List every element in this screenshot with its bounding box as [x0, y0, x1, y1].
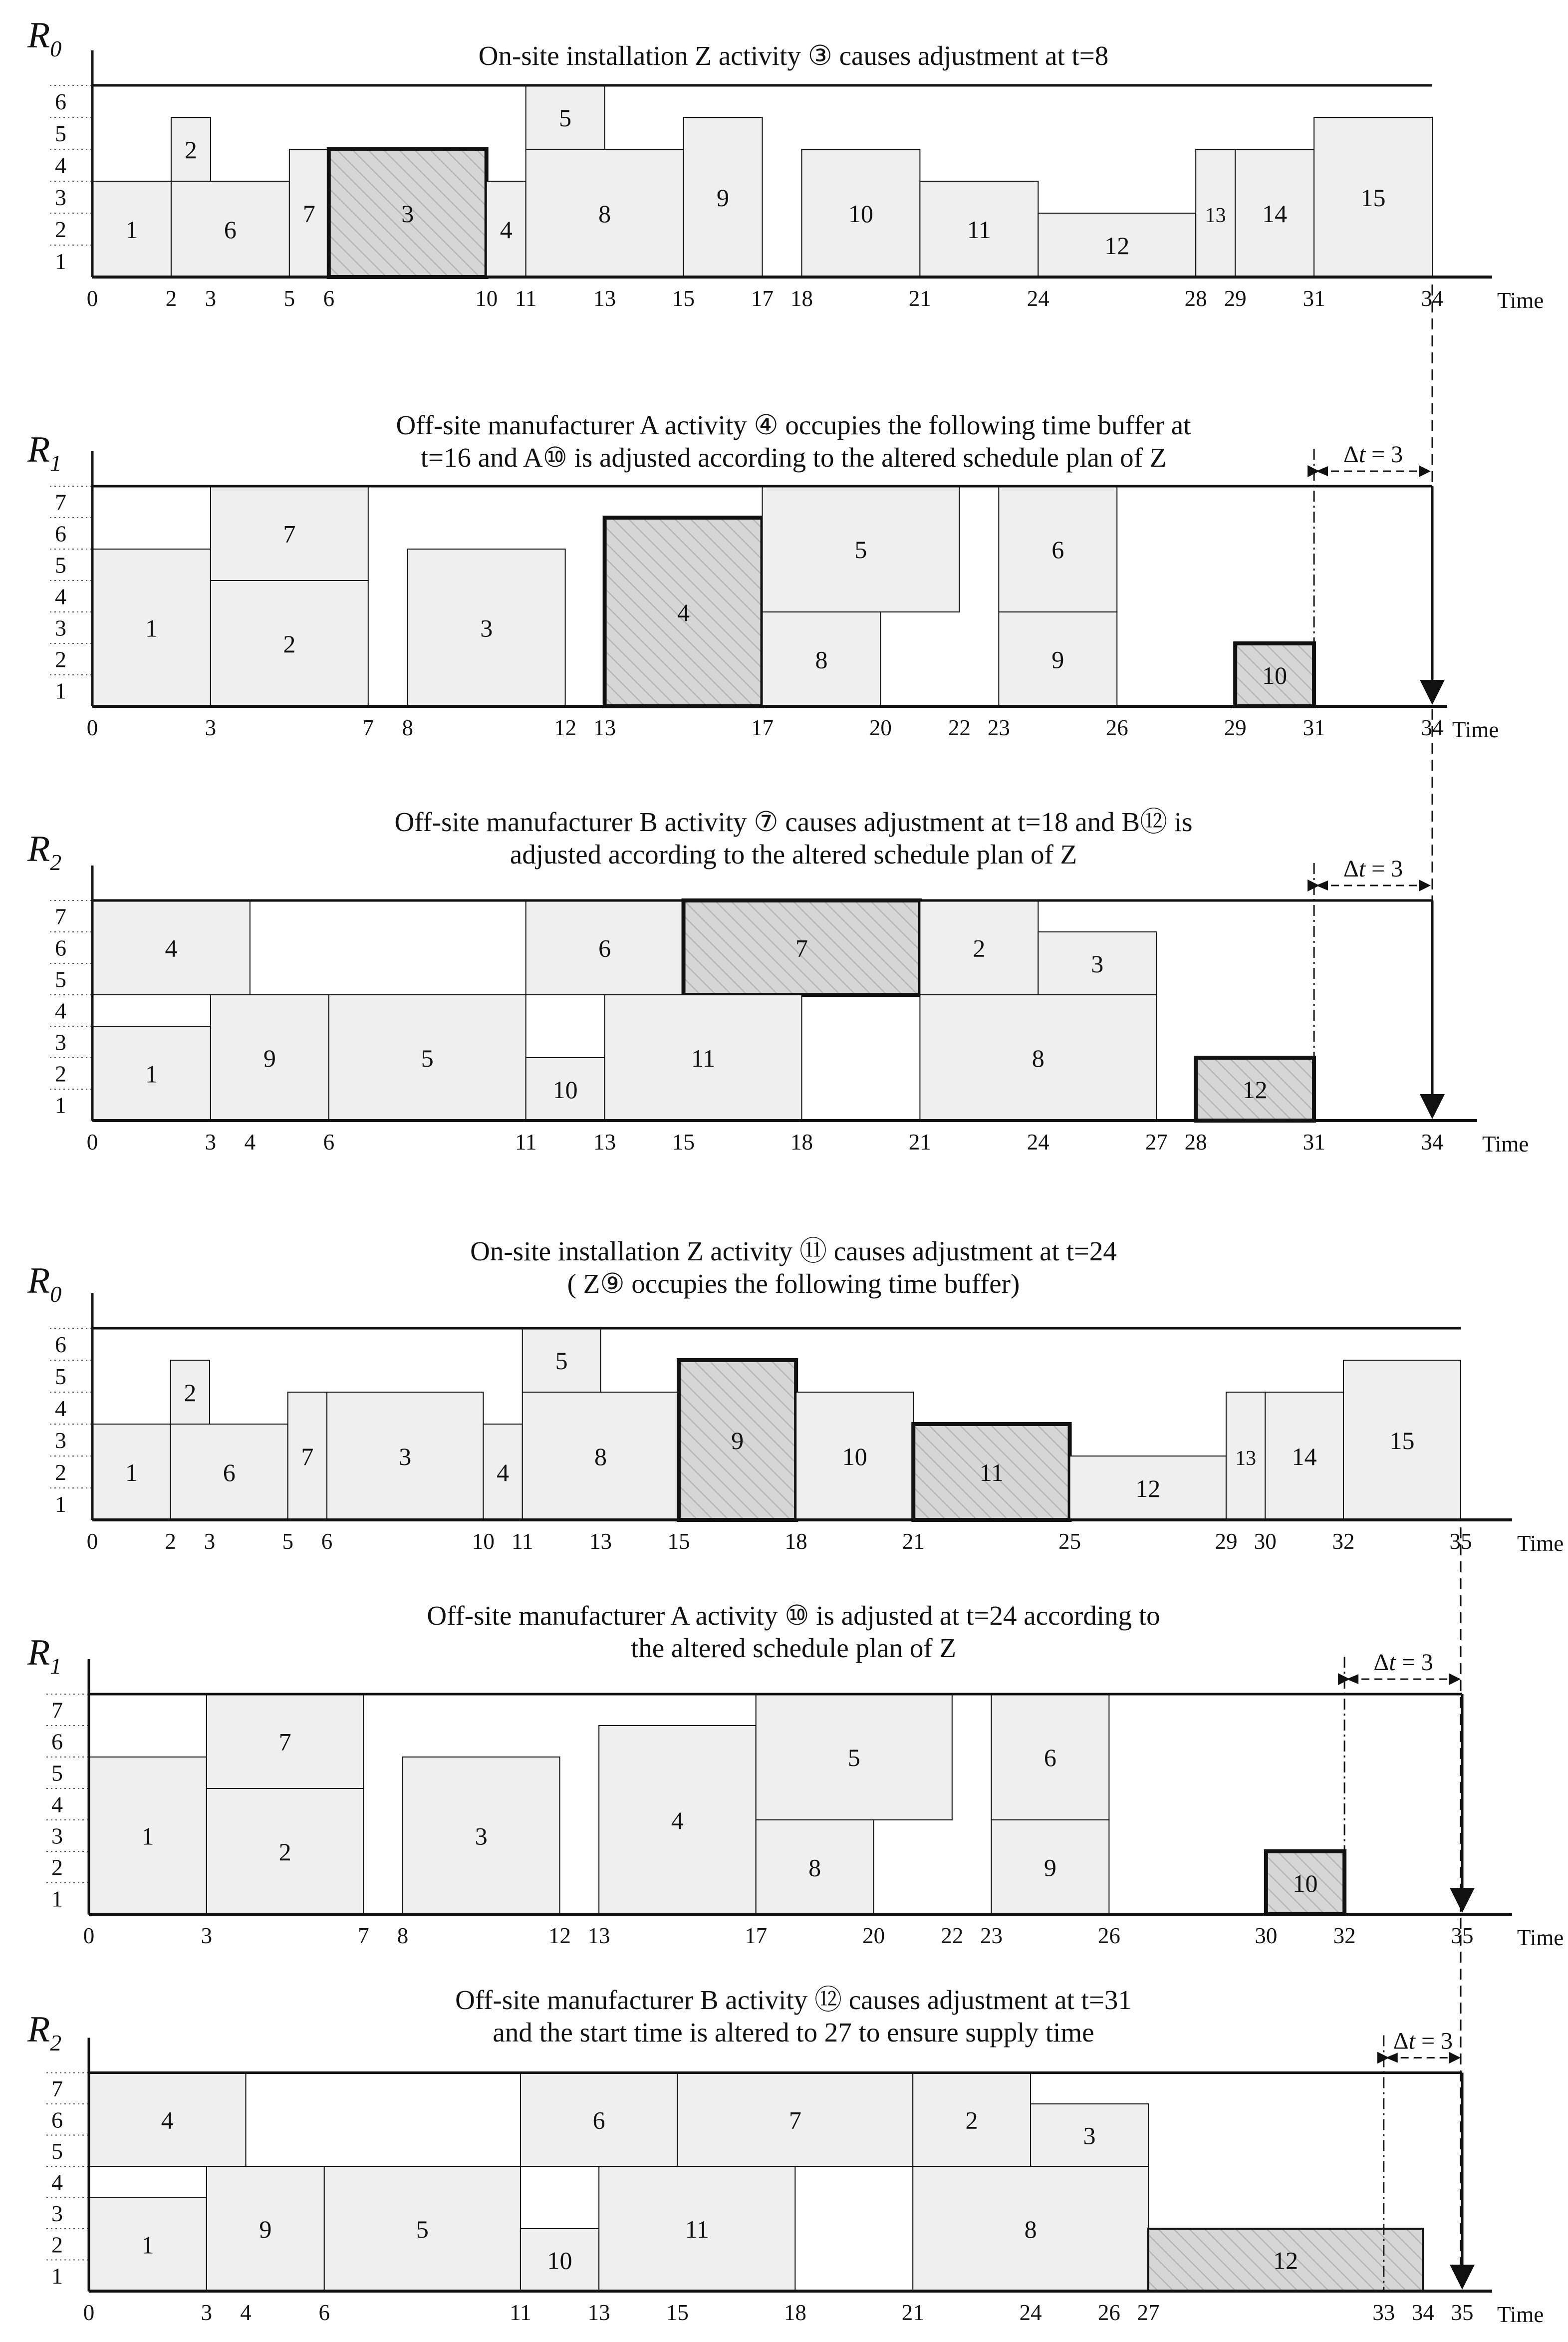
time-tick-label: 10	[472, 1529, 495, 1554]
time-tick-label: 17	[751, 286, 774, 311]
time-tick-label: 0	[86, 1529, 98, 1554]
y-scale-label: 1	[51, 1886, 63, 1912]
activity-label: 14	[1262, 200, 1288, 228]
y-scale-label: 3	[51, 2200, 63, 2226]
time-tick-label: 15	[666, 2300, 689, 2325]
y-scale-label: 5	[51, 1760, 63, 1786]
panel-title: Off-site manufacturer A activity ⑩ is adjusted at t=24 according to	[427, 1600, 1160, 1631]
time-axis-label: Time	[1452, 717, 1499, 742]
time-tick-label: 20	[862, 1923, 885, 1948]
time-tick-label: 30	[1254, 1529, 1277, 1554]
y-scale-label: 5	[55, 121, 66, 146]
time-tick-label: 0	[86, 715, 98, 740]
y-scale-label: 5	[55, 552, 66, 578]
time-tick-label: 18	[790, 286, 813, 311]
activity-label: 7	[302, 200, 315, 228]
time-axis-label: Time	[1517, 1925, 1564, 1950]
activity-label: 5	[421, 1044, 434, 1072]
activity-label: 1	[141, 1822, 154, 1850]
time-tick-label: 11	[515, 1130, 537, 1155]
y-scale-label: 6	[51, 2107, 63, 2133]
time-tick-label: 4	[244, 1130, 256, 1155]
time-tick-label: 6	[323, 1130, 335, 1155]
time-tick-label: 35	[1451, 1923, 1474, 1948]
activity-label: 8	[594, 1443, 607, 1470]
time-tick-label: 13	[593, 286, 616, 311]
time-axis-label: Time	[1517, 1531, 1564, 1556]
buffer-arrow-left-head	[1346, 1674, 1358, 1684]
activity-label: 6	[598, 934, 611, 962]
time-tick-label: 13	[587, 1923, 610, 1948]
activity-label: 8	[598, 200, 611, 228]
y-scale-label: 7	[55, 489, 66, 515]
panel-title: the altered schedule plan of Z	[630, 1633, 957, 1663]
resource-label: $R_2$	[27, 829, 62, 875]
time-tick-label: 5	[282, 1529, 293, 1554]
activity-label: 11	[967, 216, 991, 244]
time-tick-label: 25	[1058, 1529, 1081, 1554]
panel-title: adjusted according to the altered schedule plan of Z	[510, 839, 1077, 870]
time-axis-label: Time	[1497, 288, 1544, 313]
activity-label: 12	[1104, 232, 1130, 260]
time-tick-label: 21	[908, 1130, 931, 1155]
time-tick-label: 30	[1255, 1923, 1278, 1948]
activity-label: 10	[848, 200, 873, 228]
time-tick-label: 8	[402, 715, 414, 740]
time-tick-label: 6	[321, 1529, 333, 1554]
time-axis-label: Time	[1482, 1132, 1529, 1157]
time-tick-label: 33	[1372, 2300, 1395, 2325]
time-tick-label: 12	[554, 715, 577, 740]
y-scale-label: 4	[51, 2169, 63, 2195]
panel-b2	[27, 1985, 1544, 2327]
y-scale-label: 6	[55, 89, 66, 114]
y-scale-label: 3	[55, 1029, 66, 1055]
time-tick-label: 17	[751, 715, 774, 740]
time-tick-label: 34	[1411, 2300, 1434, 2325]
y-scale-label: 1	[55, 249, 66, 274]
activity-label: 6	[1044, 1744, 1056, 1771]
time-tick-label: 18	[790, 1130, 813, 1155]
activity-label: 3	[480, 614, 493, 642]
buffer-arrow-left-head	[1386, 2053, 1398, 2063]
time-tick-label: 31	[1303, 286, 1325, 311]
panel-title: and the start time is altered to 27 to ensure supply time	[493, 2017, 1094, 2048]
time-tick-label: 13	[589, 1529, 612, 1554]
time-tick-label: 3	[201, 1923, 213, 1948]
activity-label: 5	[854, 536, 867, 564]
time-tick-label: 12	[548, 1923, 571, 1948]
resource-label: $R_1$	[27, 1632, 62, 1679]
time-tick-label: 5	[283, 286, 295, 311]
activity-label: 4	[497, 1459, 510, 1486]
activity-label: 9	[1051, 645, 1064, 674]
activity-label: 12	[1273, 2246, 1299, 2275]
time-tick-label: 27	[1137, 2300, 1160, 2325]
y-scale-label: 2	[51, 1854, 63, 1880]
time-tick-label: 18	[784, 2300, 806, 2325]
time-axis-label: Time	[1497, 2302, 1544, 2327]
time-tick-label: 6	[323, 286, 335, 311]
y-scale-label: 5	[55, 966, 66, 992]
y-scale-label: 4	[55, 584, 66, 609]
time-tick-label: 24	[1027, 1130, 1049, 1155]
time-tick-label: 29	[1224, 715, 1247, 740]
y-scale-label: 4	[55, 153, 66, 178]
time-tick-label: 7	[362, 715, 374, 740]
resource-label: $R_0$	[27, 1260, 62, 1307]
time-tick-label: 35	[1449, 1529, 1472, 1554]
time-tick-label: 13	[587, 2300, 610, 2325]
time-tick-label: 13	[593, 1130, 616, 1155]
activity-label: 1	[145, 614, 158, 642]
y-scale-label: 1	[55, 1491, 66, 1517]
activity-label: 1	[125, 1459, 138, 1486]
activity-label: 7	[283, 520, 296, 548]
time-tick-label: 34	[1421, 286, 1444, 311]
activity-label: 6	[1051, 536, 1064, 564]
y-scale-label: 6	[55, 935, 66, 961]
time-tick-label: 10	[475, 286, 498, 311]
time-tick-label: 7	[358, 1923, 369, 1948]
activity-label: 11	[691, 1044, 716, 1072]
time-tick-label: 8	[397, 1923, 409, 1948]
time-tick-label: 11	[512, 1529, 533, 1554]
time-tick-label: 3	[205, 715, 217, 740]
y-scale-label: 6	[51, 1729, 63, 1755]
panel-title: On-site installation Z activity ⑪ causes adjustment at t=24	[470, 1236, 1117, 1266]
time-tick-label: 29	[1215, 1529, 1238, 1554]
activity-label: 6	[223, 1459, 236, 1486]
activity-label: 11	[685, 2215, 709, 2243]
time-tick-label: 34	[1421, 1130, 1444, 1155]
activity-label: 3	[401, 200, 414, 228]
time-tick-label: 18	[784, 1529, 807, 1554]
time-tick-label: 3	[205, 286, 217, 311]
time-tick-label: 6	[318, 2300, 330, 2325]
buffer-label: Δt = 3	[1393, 2028, 1453, 2054]
activity-label: 15	[1360, 184, 1386, 212]
y-scale-label: 7	[51, 1697, 63, 1723]
activity-label: 5	[559, 104, 572, 132]
time-tick-label: 34	[1421, 715, 1444, 740]
activity-label: 9	[259, 2215, 272, 2243]
time-tick-label: 20	[869, 715, 892, 740]
activity-label: 8	[1024, 2215, 1037, 2243]
y-scale-label: 2	[55, 1061, 66, 1087]
time-tick-label: 29	[1224, 286, 1247, 311]
panel-title: Off-site manufacturer A activity ④ occupies the following time buffer at	[396, 410, 1191, 440]
y-scale-label: 1	[51, 2263, 63, 2289]
time-tick-label: 17	[745, 1923, 768, 1948]
activity-label: 10	[1262, 661, 1288, 689]
time-tick-label: 11	[515, 286, 537, 311]
time-tick-label: 31	[1303, 715, 1325, 740]
time-tick-label: 0	[86, 286, 98, 311]
time-tick-label: 4	[240, 2300, 252, 2325]
activity-label: 4	[500, 216, 513, 244]
panel-z2	[27, 1236, 1564, 1556]
buffer-arrow-left-head	[1316, 880, 1328, 890]
y-scale-label: 2	[55, 646, 66, 672]
activity-label: 4	[671, 1806, 684, 1834]
time-tick-label: 21	[902, 1529, 925, 1554]
activity-label: 1	[145, 1060, 158, 1088]
activity-label: 2	[184, 1379, 197, 1407]
activity-label: 9	[731, 1427, 744, 1455]
buffer-label: Δt = 3	[1343, 856, 1403, 882]
time-tick-label: 35	[1451, 2300, 1474, 2325]
y-scale-label: 1	[55, 678, 66, 704]
activity-label: 14	[1292, 1443, 1317, 1470]
activity-label: 5	[555, 1347, 568, 1375]
resource-label: $R_1$	[27, 429, 62, 476]
activity-label: 12	[1135, 1474, 1161, 1502]
activity-label: 9	[263, 1044, 276, 1072]
time-tick-label: 0	[83, 2300, 95, 2325]
activity-label: 10	[1293, 1869, 1318, 1897]
y-scale-label: 2	[55, 1460, 66, 1485]
panel-title: On-site installation Z activity ③ causes adjustment at t=8	[478, 40, 1109, 71]
time-tick-label: 21	[908, 286, 931, 311]
activity-label: 3	[1083, 2121, 1096, 2150]
time-tick-label: 2	[165, 1529, 176, 1554]
activity-label: 3	[399, 1443, 412, 1470]
y-scale-label: 3	[55, 1428, 66, 1453]
panel-title: ( Z⑨ occupies the following time buffer)	[567, 1268, 1020, 1299]
panel-a2	[27, 1600, 1564, 1950]
time-tick-label: 22	[941, 1923, 964, 1948]
time-tick-label: 28	[1184, 286, 1207, 311]
activity-label: 2	[278, 1838, 291, 1866]
time-tick-label: 32	[1333, 1923, 1356, 1948]
time-tick-label: 24	[1027, 286, 1049, 311]
activity-label: 1	[125, 216, 138, 244]
activity-label: 2	[283, 630, 296, 658]
buffer-label: Δt = 3	[1373, 1649, 1433, 1676]
time-tick-label: 11	[510, 2300, 531, 2325]
time-tick-label: 26	[1097, 1923, 1120, 1948]
y-scale-label: 4	[55, 1396, 66, 1421]
time-tick-label: 15	[667, 1529, 690, 1554]
activity-label: 2	[973, 934, 986, 962]
activity-label: 2	[184, 136, 197, 164]
panel-b1	[27, 807, 1529, 1157]
activity-label: 7	[795, 934, 808, 962]
panel-title: Off-site manufacturer B activity ⑦ causes adjustment at t=18 and B⑫ is	[394, 807, 1193, 837]
activity-label: 9	[1044, 1853, 1056, 1882]
y-scale-label: 3	[55, 185, 66, 210]
y-scale-label: 2	[51, 2232, 63, 2258]
time-tick-label: 13	[593, 715, 616, 740]
panel-title: t=16 and A⑩ is adjusted according to the altered schedule plan of Z	[420, 442, 1167, 473]
activity-label: 10	[842, 1443, 867, 1470]
y-scale-label: 6	[55, 521, 66, 547]
time-tick-label: 22	[948, 715, 971, 740]
buffer-arrow-left-head	[1316, 466, 1328, 476]
activity-label: 8	[815, 645, 828, 674]
y-scale-label: 5	[51, 2138, 63, 2164]
activity-label: 5	[416, 2215, 429, 2243]
activity-label: 7	[278, 1728, 291, 1756]
activity-label: 6	[592, 2106, 605, 2134]
y-scale-label: 4	[55, 998, 66, 1024]
time-tick-label: 15	[672, 1130, 695, 1155]
buffer-label: Δt = 3	[1343, 441, 1403, 468]
activity-label: 8	[1032, 1044, 1045, 1072]
activity-label: 10	[552, 1076, 578, 1104]
resource-label: $R_0$	[27, 15, 62, 61]
activity-label: 4	[677, 598, 690, 626]
time-tick-label: 26	[1105, 715, 1128, 740]
time-tick-label: 23	[980, 1923, 1003, 1948]
activity-label: 4	[161, 2106, 174, 2134]
y-scale-label: 6	[55, 1332, 66, 1357]
activity-label: 2	[965, 2106, 978, 2134]
time-tick-label: 27	[1145, 1130, 1168, 1155]
activity-label: 11	[979, 1459, 1004, 1486]
y-scale-label: 3	[51, 1823, 63, 1849]
time-tick-label: 3	[201, 2300, 213, 2325]
panel-z1	[27, 15, 1544, 313]
time-tick-label: 23	[987, 715, 1010, 740]
time-tick-label: 0	[83, 1923, 95, 1948]
activity-label: 13	[1205, 204, 1226, 227]
resource-label: $R_2$	[27, 2009, 62, 2055]
y-scale-label: 7	[55, 903, 66, 929]
activity-label: 8	[808, 1853, 821, 1882]
time-tick-label: 21	[901, 2300, 924, 2325]
activity-label: 10	[547, 2246, 572, 2275]
y-scale-label: 3	[55, 615, 66, 641]
time-tick-label: 3	[204, 1529, 216, 1554]
time-tick-label: 2	[165, 286, 177, 311]
time-tick-label: 26	[1097, 2300, 1120, 2325]
activity-label: 1	[141, 2231, 154, 2259]
activity-label: 5	[847, 1744, 860, 1771]
y-scale-label: 4	[51, 1791, 63, 1817]
time-tick-label: 31	[1303, 1130, 1325, 1155]
time-tick-label: 24	[1019, 2300, 1042, 2325]
y-scale-label: 5	[55, 1364, 66, 1389]
activity-label: 13	[1235, 1447, 1257, 1470]
activity-label: 6	[224, 216, 237, 244]
panel-a1	[27, 410, 1499, 742]
y-scale-label: 2	[55, 217, 66, 242]
activity-label: 12	[1242, 1076, 1268, 1104]
activity-label: 4	[165, 934, 178, 962]
activity-label: 3	[1091, 950, 1104, 978]
activity-label: 7	[788, 2106, 801, 2134]
time-tick-label: 0	[86, 1130, 98, 1155]
panel-title: Off-site manufacturer B activity ⑫ causes adjustment at t=31	[455, 1985, 1132, 2015]
time-tick-label: 28	[1184, 1130, 1207, 1155]
time-tick-label: 32	[1332, 1529, 1355, 1554]
y-scale-label: 7	[51, 2075, 63, 2101]
activity-label: 3	[475, 1822, 488, 1850]
y-scale-label: 1	[55, 1092, 66, 1118]
time-tick-label: 3	[205, 1130, 217, 1155]
activity-label: 7	[301, 1443, 314, 1470]
activity-label: 15	[1389, 1427, 1415, 1455]
activity-label: 9	[717, 184, 730, 212]
time-tick-label: 15	[672, 286, 695, 311]
